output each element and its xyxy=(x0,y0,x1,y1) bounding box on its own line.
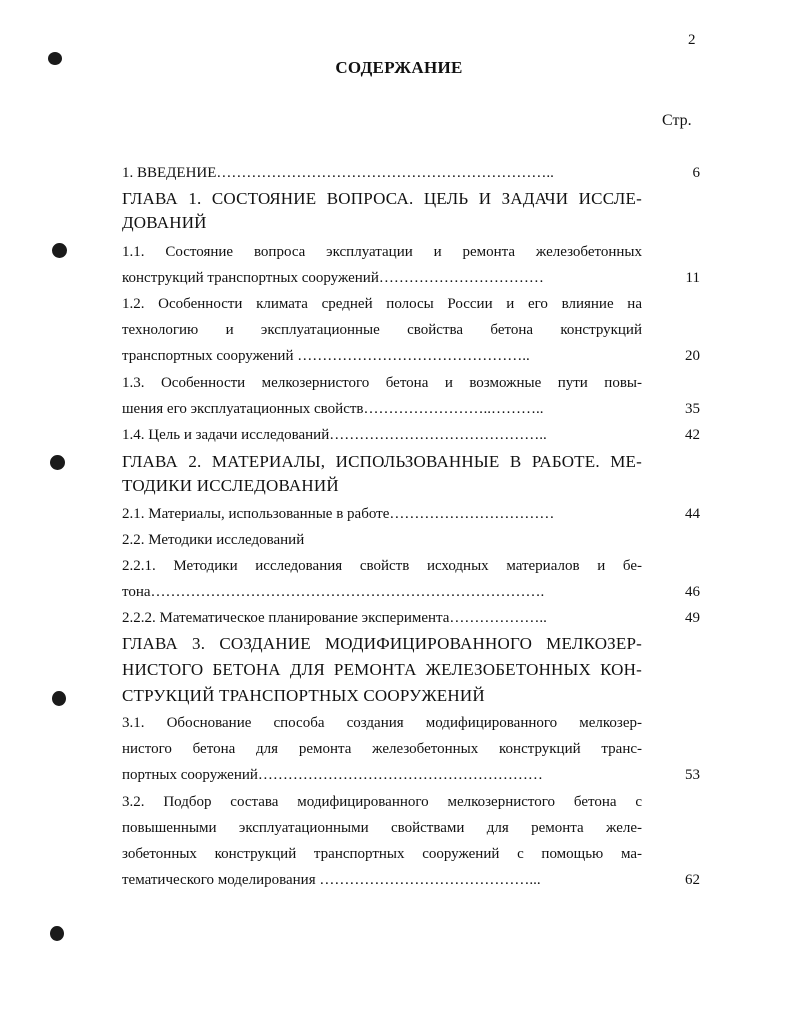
binder-hole-2 xyxy=(52,243,67,258)
toc-page-number: 35 xyxy=(685,401,700,417)
toc-entry-1-3[interactable] xyxy=(122,373,700,421)
toc-entry-chapter-1[interactable] xyxy=(122,189,700,239)
toc-line: 3.2. Подбор состава модифицированного мелкозернистого бетона с xyxy=(122,794,642,810)
toc-entry-3-1[interactable] xyxy=(122,713,700,787)
toc-line: 2.2.1. Методики исследования свойств исходных материалов и бе- xyxy=(122,558,642,574)
toc-page-number: 49 xyxy=(685,610,700,626)
toc-page-number: 20 xyxy=(685,348,700,364)
toc-page-number: 53 xyxy=(685,767,700,783)
toc-page-number: 6 xyxy=(692,165,700,181)
toc-line: 1.1. Состояние вопроса эксплуатации и ремонта железобетонных xyxy=(122,244,642,260)
toc-entry-1-2[interactable] xyxy=(122,294,700,368)
toc-line: зобетонных конструкций транспортных сооружений с помощью ма- xyxy=(122,846,642,862)
toc-line: 1. ВВЕДЕНИЕ………………………………………………………….. xyxy=(122,165,554,181)
toc-page-number: 46 xyxy=(685,584,700,600)
toc-line: ГЛАВА 3. СОЗДАНИЕ МОДИФИЦИРОВАННОГО МЕЛКОЗЕР- xyxy=(122,634,642,653)
page-column-header: Стр. xyxy=(662,112,692,129)
toc-entry-2-1[interactable] xyxy=(122,504,700,526)
toc-line: СТРУКЦИЙ ТРАНСПОРТНЫХ СООРУЖЕНИЙ xyxy=(122,686,485,705)
toc-line: шения его эксплуатационных свойств……………………..……….. xyxy=(122,401,544,417)
toc-line: НИСТОГО БЕТОНА ДЛЯ РЕМОНТА ЖЕЛЕЗОБЕТОННЫХ КОН- xyxy=(122,660,642,679)
page-title: СОДЕРЖАНИЕ xyxy=(335,58,463,77)
toc-line: 1.3. Особенности мелкозернистого бетона и возможные пути повы- xyxy=(122,375,642,391)
toc-line: нистого бетона для ремонта железобетонных конструкций транс- xyxy=(122,741,642,757)
toc-line: ТОДИКИ ИССЛЕДОВАНИЙ xyxy=(122,476,339,495)
toc-line: 2.2. Методики исследований xyxy=(122,532,305,548)
toc-line: тона……………………………………………………………………. xyxy=(122,584,545,600)
page-number: 2 xyxy=(688,32,696,48)
toc-entry-2-2-1[interactable] xyxy=(122,556,700,604)
toc-entry-1-1[interactable] xyxy=(122,242,700,290)
toc-page-number: 44 xyxy=(685,506,700,522)
toc-entry-2-2-2[interactable] xyxy=(122,608,700,630)
toc-line: конструкций транспортных сооружений…………………………… xyxy=(122,270,544,286)
toc-entry-chapter-2[interactable] xyxy=(122,452,700,502)
toc-entry-2-2[interactable] xyxy=(122,530,700,552)
toc-line: технологию и эксплуатационные свойства бетона конструкций xyxy=(122,322,642,338)
toc-page-number: 11 xyxy=(685,270,700,286)
toc-entry-1-4[interactable] xyxy=(122,425,700,447)
binder-hole-4 xyxy=(52,691,66,706)
toc-line: ГЛАВА 1. СОСТОЯНИЕ ВОПРОСА. ЦЕЛЬ И ЗАДАЧИ ИССЛЕ- xyxy=(122,189,642,208)
toc-line: 2.2.2. Математическое планирование эксперимента……………….. xyxy=(122,610,547,626)
toc-entry-chapter-3[interactable] xyxy=(122,634,700,710)
binder-hole-5 xyxy=(50,926,64,941)
binder-hole-3 xyxy=(50,455,65,470)
toc-line: ГЛАВА 2. МАТЕРИАЛЫ, ИСПОЛЬЗОВАННЫЕ В РАБОТЕ. МЕ- xyxy=(122,452,642,471)
toc-line: 1.4. Цель и задачи исследований…………………………………….. xyxy=(122,427,547,443)
toc-line: 3.1. Обоснование способа создания модифицированного мелкозер- xyxy=(122,715,642,731)
toc-line: 1.2. Особенности климата средней полосы России и его влияние на xyxy=(122,296,642,312)
toc-page-number: 42 xyxy=(685,427,700,443)
toc-line: портных сооружений………………………………………………… xyxy=(122,767,543,783)
toc-line: тематического моделирования ……………………………………... xyxy=(122,872,541,888)
toc-line: ДОВАНИЙ xyxy=(122,213,207,232)
toc-line: 2.1. Материалы, использованные в работе…………………………… xyxy=(122,506,555,522)
toc-page-number: 62 xyxy=(685,872,700,888)
toc-entry-3-2[interactable] xyxy=(122,792,700,892)
toc-entry-introduction[interactable] xyxy=(122,163,700,185)
toc-line: транспортных сооружений ……………………………………….. xyxy=(122,348,530,364)
toc-line: повышенными эксплуатационными свойствами для ремонта желе- xyxy=(122,820,642,836)
